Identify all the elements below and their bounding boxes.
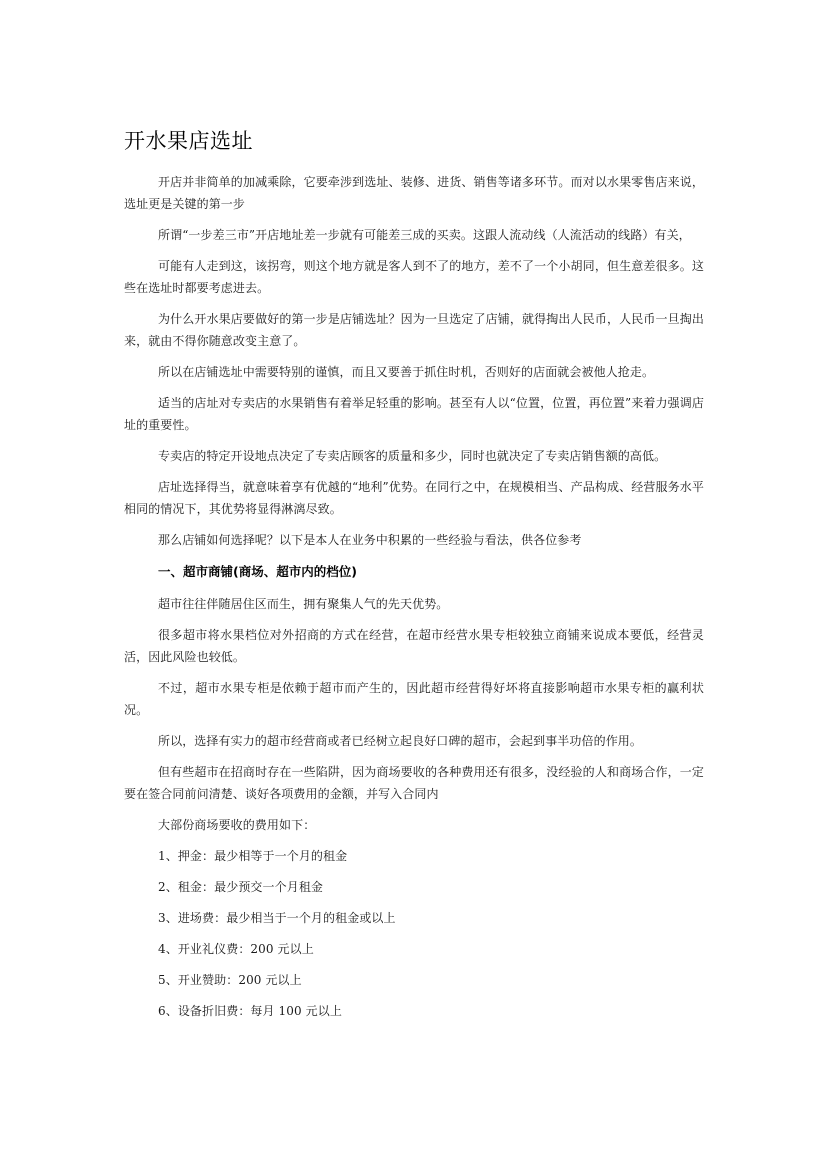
paragraph-supermarket-5: 但有些超市在招商时存在一些陷阱，因为商场要收的各种费用还有很多，没经验的人和商场合作，一定要在签合同前问清楚、谈好各项费用的金额，并写入合同内 bbox=[124, 765, 704, 801]
paragraph-supermarket-4: 所以，选择有实力的超市经营商或者已经树立起良好口碑的超市，会起到事半功倍的作用。 bbox=[158, 734, 643, 748]
paragraph-fees-intro: 大部份商场要收的费用如下： bbox=[158, 818, 316, 832]
paragraph-turn-corner: 可能有人走到这，该拐弯，则这个地方就是客人到不了的地方，差不了一个小胡同，但生意差很多。这些在选址时都要考虑进去。 bbox=[124, 259, 704, 295]
fee-item: 2、租金：最少预交一个月租金 bbox=[158, 880, 324, 894]
fee-item: 3、进场费：最少相当于一个月的租金或以上 bbox=[158, 911, 396, 925]
paragraph-location-importance: 适当的店址对专卖店的水果销售有着举足轻重的影响。甚至有人以“位置，位置，再位置”来着力强调店址的重要性。 bbox=[124, 396, 704, 432]
fee-item: 4、开业礼仪费：200 元以上 bbox=[158, 942, 314, 956]
paragraph-customer-quality: 专卖店的特定开设地点决定了专卖店顾客的质量和多少，同时也就决定了专卖店销售额的高低。 bbox=[158, 449, 667, 463]
paragraph-supermarket-3: 不过，超市水果专柜是依赖于超市而产生的，因此超市经营得好坏将直接影响超市水果专柜的赢利状况。 bbox=[124, 681, 704, 717]
paragraph-one-step: 所谓“一步差三市”开店地址差一步就有可能差三成的买卖。这跟人流动线（人流活动的线路）有关， bbox=[158, 228, 691, 242]
paragraph-supermarket-1: 超市往往伴随居住区而生，拥有聚集人气的先天优势。 bbox=[158, 597, 449, 611]
section-heading-supermarket: 一、超市商铺(商场、超市内的档位) bbox=[158, 564, 357, 579]
paragraph-how-to-choose: 那么店铺如何选择呢？以下是本人在业务中积累的一些经验与看法，供各位参考 bbox=[158, 533, 582, 547]
paragraph-intro: 开店并非简单的加减乘除，它要牵涉到选址、装修、进货、销售等诸多环节。而对以水果零售店来说，选址更是关键的第一步 bbox=[124, 175, 704, 211]
fee-item: 1、押金：最少相等于一个月的租金 bbox=[158, 849, 348, 863]
paragraph-geographic-advantage: 店址选择得当，就意味着享有优越的“地利”优势。在同行之中，在规模相当、产品构成、经营服务水平相同的情况下，其优势将显得淋漓尽致。 bbox=[124, 480, 704, 516]
page-title: 开水果店选址 bbox=[124, 129, 253, 153]
document-body bbox=[124, 171, 704, 1031]
paragraph-supermarket-2: 很多超市将水果档位对外招商的方式在经营，在超市经营水果专柜较独立商铺来说成本要低，经营灵活，因此风险也较低。 bbox=[124, 628, 704, 664]
paragraph-caution: 所以在店铺选址中需要特别的谨慎，而且又要善于抓住时机，否则好的店面就会被他人抢走。 bbox=[158, 365, 655, 379]
fee-item: 6、设备折旧费：每月 100 元以上 bbox=[158, 1004, 342, 1018]
paragraph-why-first-step: 为什么开水果店要做好的第一步是店铺选址？因为一旦选定了店铺，就得掏出人民币，人民币一旦掏出来，就由不得你随意改变主意了。 bbox=[124, 312, 704, 348]
fee-item: 5、开业赞助：200 元以上 bbox=[158, 973, 302, 987]
